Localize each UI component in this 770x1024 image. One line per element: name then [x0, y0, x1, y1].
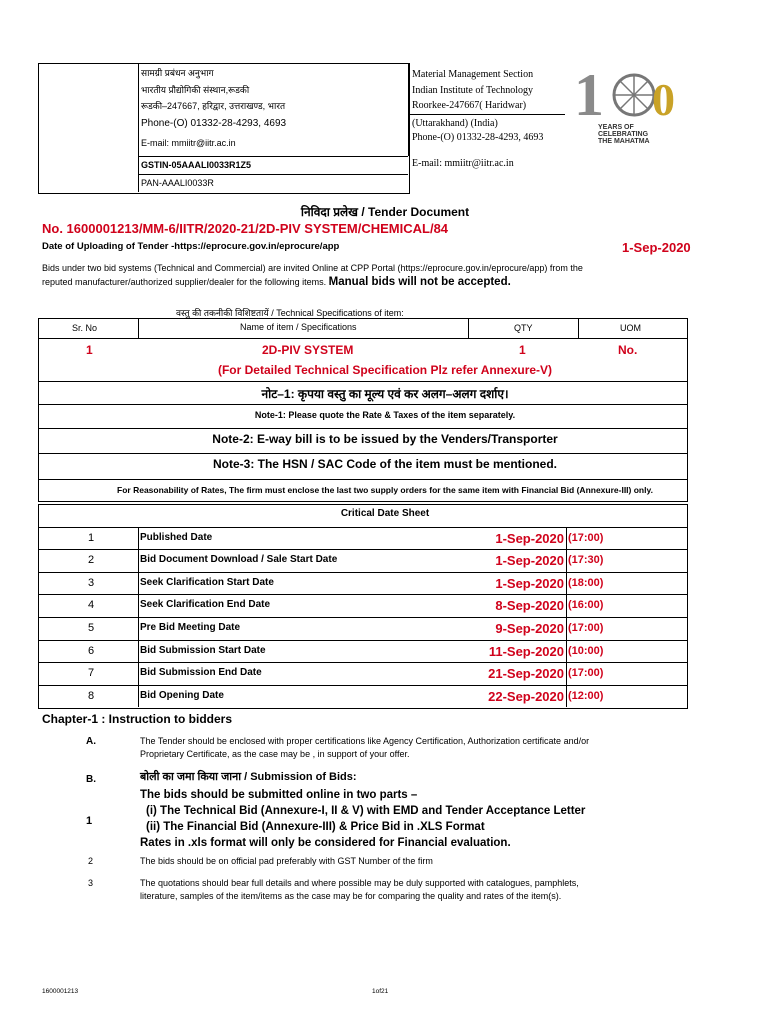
item-name: 2D-PIV SYSTEM [262, 343, 354, 357]
header-hindi-addr: रूडकी–247667, हरिद्वार, उत्तराखण्ड, भारत [141, 101, 286, 111]
table-row [38, 685, 688, 708]
header-divider-h1 [138, 156, 408, 157]
critical-row-no: 1 [88, 531, 95, 544]
item-srno: 1 [86, 343, 93, 357]
critical-row-date: 1-Sep-2020 [495, 530, 564, 546]
note-hindi: नोट–1: कृपया वस्तु का मूल्य एवं कर अलग–अलग दर्शाए। [261, 387, 509, 401]
header-email: E-mail: mmiitr@iitr.ac.in [141, 138, 236, 148]
critical-row-date: 1-Sep-2020 [495, 553, 564, 569]
annex-note: (For Detailed Technical Specification Plz refer Annexure-V) [217, 363, 553, 377]
critical-row-time: (17:00) [568, 667, 604, 680]
spec-heading: वस्तु की तकनीकी विशिष्टतायें / Technical Specifications of item: [176, 308, 404, 318]
critical-row-no: 4 [88, 599, 95, 612]
item-1-label: 1 [86, 815, 93, 827]
item-2-label: 2 [88, 856, 94, 866]
note2-top [38, 428, 688, 429]
intro-line1: Bids under two bid systems (Technical and Commercial) are invited Online at CPP Portal (https://eprocure.gov.in/eprocure/app) from the [42, 263, 583, 273]
table-row [38, 549, 688, 572]
items-header-qty: QTY [514, 323, 533, 333]
critical-row-no: 2 [88, 554, 95, 567]
header-en-email: E-mail: mmiitr@iitr.ac.in [412, 158, 514, 169]
items-header-name: Name of item / Specifications [240, 322, 357, 332]
header-en-addr2: (Uttarakhand) (India) [412, 118, 498, 129]
critical-row-date: 11-Sep-2020 [488, 643, 564, 659]
header-pan: PAN-AAALI0033R [141, 178, 214, 188]
item-qty: 1 [519, 343, 526, 357]
header-right-divider [408, 114, 565, 115]
critical-col-div2 [566, 527, 567, 708]
header-divider-v2 [408, 63, 409, 156]
note1-top [38, 404, 688, 405]
note3: Note-3: The HSN / SAC Code of the item must be mentioned. [212, 457, 558, 471]
items-col-div2 [468, 318, 469, 339]
items-header-srno: Sr. No [72, 323, 98, 333]
items-header-uom: UOM [620, 323, 641, 333]
header-hindi-inst: भारतीय प्रौद्योगिकी संस्थान,रूडकी [141, 85, 250, 95]
critical-row-event: Pre Bid Meeting Date [140, 622, 241, 633]
section-a-text2: Proprietary Certificate, as the case may be , in support of your offer. [140, 749, 410, 759]
critical-row-event: Seek Clarification End Date [140, 599, 271, 611]
note1: Note-1: Please quote the Rate & Taxes of the item separately. [254, 410, 516, 420]
critical-row-no: 8 [88, 689, 95, 702]
header-en-dept: Material Management Section [412, 69, 534, 80]
footer-page-number: 1of21 [372, 988, 389, 995]
critical-row-event: Bid Document Download / Sale Start Date [140, 554, 338, 566]
header-divider-h2 [138, 174, 408, 175]
critical-row-time: (17:00) [568, 531, 604, 544]
table-row [38, 594, 688, 617]
critical-row-no: 3 [88, 576, 95, 589]
item-3-line2: literature, samples of the item/items as the case may be for comparing the quality and rates of the item(s). [140, 891, 562, 901]
critical-row-no: 7 [88, 667, 95, 680]
critical-row-event: Bid Opening Date [140, 689, 224, 701]
item-2-text: The bids should be on official pad preferably with GST Number of the firm [140, 856, 433, 866]
reasonability-note: For Reasonability of Rates, The firm must enclose the last two supply orders for the same item with Financial Bid (Annexure-III) only. [117, 485, 653, 495]
item-1-line2: (i) The Technical Bid (Annexure-I, II & V) with EMD and Tender Acceptance Letter [146, 805, 586, 817]
logo-line1: YEARS OF [598, 124, 634, 131]
critical-row-time: (16:00) [568, 599, 604, 612]
intro-line2-wrap [42, 276, 511, 288]
section-a-label: A. [86, 736, 96, 747]
critical-row-event: Seek Clarification Start Date [140, 576, 274, 588]
note2: Note-2: E-way bill is to be issued by the Venders/Transporter [212, 432, 558, 446]
item-1-line4: Rates in .xls format will only be considered for Financial evaluation. [140, 837, 511, 849]
critical-row-time: (17:30) [568, 554, 604, 567]
header-hindi-dept: सामग्री प्रबंधन अनुभाग [141, 68, 214, 78]
critical-row-event: Bid Submission Start Date [140, 644, 266, 656]
tender-number: No. 1600001213/MM-6/IITR/2020-21/2D-PIV SYSTEM/CHEMICAL/84 [42, 221, 449, 236]
footer-doc-number: 1600001213 [42, 988, 79, 995]
header-divider-v1 [138, 63, 139, 192]
critical-title: Critical Date Sheet [340, 508, 430, 519]
critical-col-div1 [138, 527, 139, 708]
critical-row-date: 21-Sep-2020 [488, 666, 564, 682]
table-row [38, 640, 688, 663]
table-row [38, 662, 688, 685]
item-uom: No. [618, 343, 638, 357]
critical-row-date: 8-Sep-2020 [495, 598, 564, 614]
item-3-line1: The quotations should bear full details and where possible may be duly supported with catalogues, pamphlets, [140, 878, 579, 888]
intro-bold: Manual bids will not be accepted. [328, 276, 511, 288]
critical-row-event: Published Date [140, 531, 213, 543]
header-en-inst: Indian Institute of Technology [412, 85, 534, 96]
section-a-text1: The Tender should be enclosed with proper certifications like Agency Certification, Authorization certificate and/or [140, 736, 590, 746]
reason-bottom [38, 501, 688, 502]
upload-label: Date of Uploading of Tender -https://eprocure.gov.in/eprocure/app [42, 241, 340, 252]
critical-row-time: (17:00) [568, 622, 604, 634]
critical-row-time: (12:00) [568, 689, 604, 702]
note-hindi-top [38, 381, 688, 382]
table-row [38, 617, 688, 640]
gandhi-150-logo [572, 63, 682, 153]
section-b-heading: बोली का जमा किया जाना / Submission of Bids: [140, 771, 357, 783]
upload-date: 1-Sep-2020 [622, 240, 691, 255]
critical-row-time: (18:00) [568, 576, 604, 589]
svg-text:0: 0 [652, 74, 675, 125]
items-col-div1 [138, 318, 139, 339]
items-col-div3 [578, 318, 579, 339]
critical-row-date: 22-Sep-2020 [488, 688, 564, 704]
item-3-label: 3 [88, 878, 94, 888]
svg-text:1: 1 [574, 63, 604, 128]
intro-line2: reputed manufacturer/authorized supplier/dealer for the following items. [42, 277, 327, 287]
critical-row-date: 1-Sep-2020 [495, 575, 564, 591]
logo-line2: CELEBRATING [598, 131, 649, 138]
header-phone: Phone-(O) 01332-28-4293, 4693 [141, 118, 287, 129]
logo-line3: THE MAHATMA [598, 138, 650, 145]
items-header-row [38, 318, 688, 339]
critical-row-no: 5 [88, 622, 95, 634]
item-1-line1: The bids should be submitted online in two parts – [140, 789, 418, 801]
header-en-addr1: Roorkee-247667( Haridwar) [412, 100, 527, 111]
critical-row-no: 6 [88, 644, 95, 657]
table-row [38, 527, 688, 550]
reason-top [38, 479, 688, 480]
note3-top [38, 453, 688, 454]
chapter-title: Chapter-1 : Instruction to bidders [42, 712, 233, 726]
header-en-phone: Phone-(O) 01332-28-4293, 4693 [412, 132, 544, 143]
critical-row-date: 9-Sep-2020 [495, 621, 564, 636]
critical-row-event: Bid Submission End Date [140, 667, 262, 679]
table-row [38, 572, 688, 595]
doc-title: निविदा प्रलेख / Tender Document [300, 205, 470, 219]
header-gstin: GSTIN-05AAALI0033R1Z5 [141, 160, 252, 170]
section-b-label: B. [86, 774, 96, 785]
critical-row-time: (10:00) [568, 644, 604, 657]
item-1-line3: (ii) The Financial Bid (Annexure-III) & Price Bid in .XLS Format [146, 821, 485, 833]
